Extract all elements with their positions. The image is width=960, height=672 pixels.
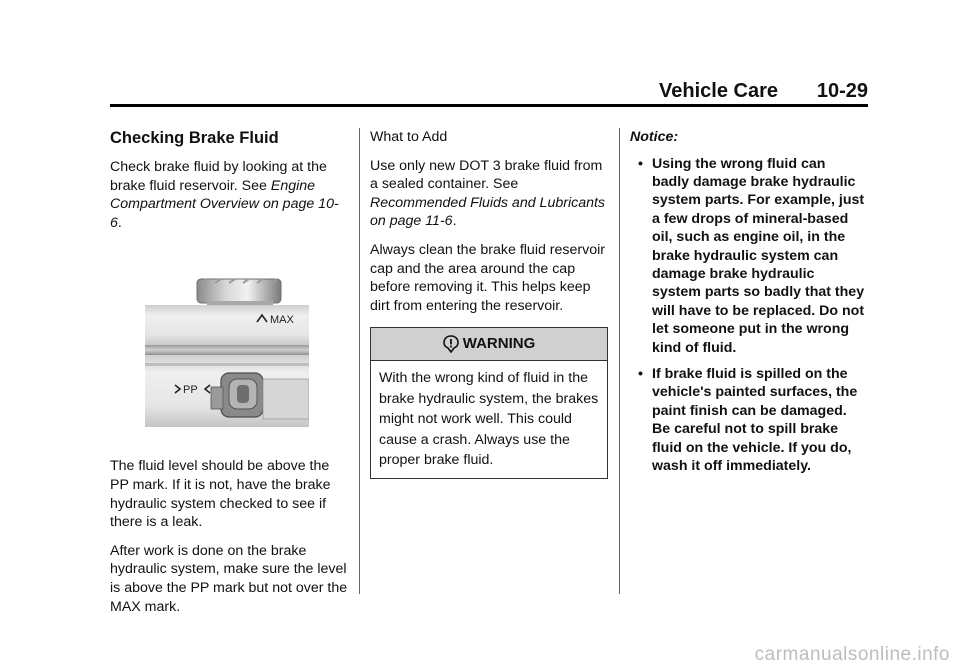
after-work-paragraph: After work is done on the brake hydraulic system, make sure the level is above the PP mark but not over the MAX mark.: [110, 542, 348, 615]
bullet-icon: •: [638, 155, 643, 172]
page-header: [110, 80, 868, 106]
column-divider: [619, 128, 620, 594]
clean-cap-paragraph: Always clean the brake fluid reservoir cap and the area around the cap before removing it. This helps keep dirt from entering the reservoir.: [370, 241, 605, 314]
notice-item: [630, 365, 866, 475]
intro-reference-link[interactable]: Engine Compartment Overview on page 10-6: [110, 177, 339, 231]
warning-header: [371, 328, 607, 361]
notice-item-text: If brake fluid is spilled on the vehicle's painted surfaces, the paint finish can be damaged. Be careful not to spill brake fluid on the vehicle. If you do, wash it off immediately.: [652, 366, 858, 475]
notice-label: Notice:: [630, 129, 679, 145]
column-right: [630, 128, 866, 484]
brake-reservoir-illustration: [145, 275, 309, 427]
bullet-icon: •: [638, 366, 643, 383]
max-label: MAX: [270, 314, 294, 327]
column-middle: [370, 128, 612, 479]
what-to-add-end: .: [452, 213, 457, 230]
column-divider: [359, 128, 360, 594]
subheading-what-to-add: What to Add: [370, 129, 448, 145]
pp-label: PP: [183, 384, 198, 397]
intro-text: Check brake fluid by looking at the brake fluid reservoir. See: [110, 159, 327, 194]
what-to-add-text: Use only new DOT 3 brake fluid from a sealed container. See: [370, 157, 603, 193]
what-to-add-paragraph: [370, 157, 612, 231]
column-left: [110, 128, 348, 626]
fluids-reference-link[interactable]: Recommended Fluids and Lubricants on page 11-6: [370, 194, 606, 230]
header-rule: [110, 104, 868, 107]
warning-box: [370, 327, 608, 479]
intro-end: .: [117, 214, 122, 231]
warning-body: With the wrong kind of fluid in the brake hydraulic system, the brakes might not work well. This could cause a crash. Always use the proper brake fluid.: [379, 370, 599, 468]
header-section-title: Vehicle Care: [659, 80, 778, 102]
intro-paragraph: [110, 158, 348, 232]
warning-icon: [443, 335, 459, 353]
header-page-number: 10-29: [816, 80, 868, 102]
warning-title: WARNING: [462, 335, 536, 353]
fluid-level-paragraph: The fluid level should be above the PP mark. If it is not, have the brake hydraulic system checked to see if there is a leak.: [110, 458, 331, 531]
notice-list: [630, 155, 866, 476]
notice-item: [630, 155, 866, 357]
notice-item-text: Using the wrong fluid can badly damage brake hydraulic system parts. For example, just a few drops of mineral-based oil, such as engine oil, in the brake hydraulic system can damage brake hydraulic system parts so badly that they will have to be replaced. Do not let someone put in the wrong kind of fluid.: [652, 155, 865, 356]
brake-reservoir-figure: [145, 275, 309, 427]
section-heading: Checking Brake Fluid: [110, 129, 279, 147]
watermark: carmanualsonline.info: [754, 644, 950, 665]
